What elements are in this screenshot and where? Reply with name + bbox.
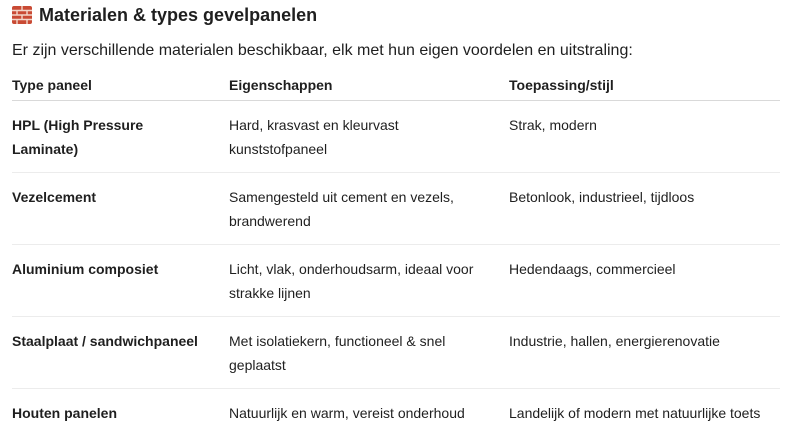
cell-properties: Met isolatiekern, functioneel & snel geplaatst [229,317,509,389]
table-row [12,173,780,245]
table-row [12,317,780,389]
cell-type: HPL (High Pressure Laminate) [12,101,229,173]
cell-type: Vezelcement [12,173,229,245]
table-row [12,245,780,317]
cell-type: Aluminium composiet [12,245,229,317]
cell-type: Houten panelen [12,389,229,436]
brick-icon [12,6,32,24]
panel-types-table [12,70,780,436]
cell-application: Landelijk of modern met natuurlijke toets [509,389,780,436]
intro-text: Er zijn verschillende materialen beschikbaar, elk met hun eigen voordelen en uitstraling: [12,42,633,60]
cell-properties: Licht, vlak, onderhoudsarm, ideaal voor strakke lijnen [229,245,509,317]
cell-properties: Hard, krasvast en kleurvast kunststofpaneel [229,101,509,173]
table-header-row [12,70,780,101]
column-header-properties: Eigenschappen [229,70,509,101]
cell-type: Staalplaat / sandwichpaneel [12,317,229,389]
table-row [12,389,780,436]
column-header-application: Toepassing/stijl [509,70,780,101]
cell-properties: Natuurlijk en warm, vereist onderhoud [229,389,509,436]
table-row [12,101,780,173]
cell-application: Strak, modern [509,101,780,173]
section-title: Materialen & types gevelpanelen [39,5,317,26]
cell-properties: Samengesteld uit cement en vezels, brandwerend [229,173,509,245]
column-header-type: Type paneel [12,70,229,101]
section-heading [12,4,317,26]
cell-application: Hedendaags, commercieel [509,245,780,317]
cell-application: Industrie, hallen, energierenovatie [509,317,780,389]
cell-application: Betonlook, industrieel, tijdloos [509,173,780,245]
